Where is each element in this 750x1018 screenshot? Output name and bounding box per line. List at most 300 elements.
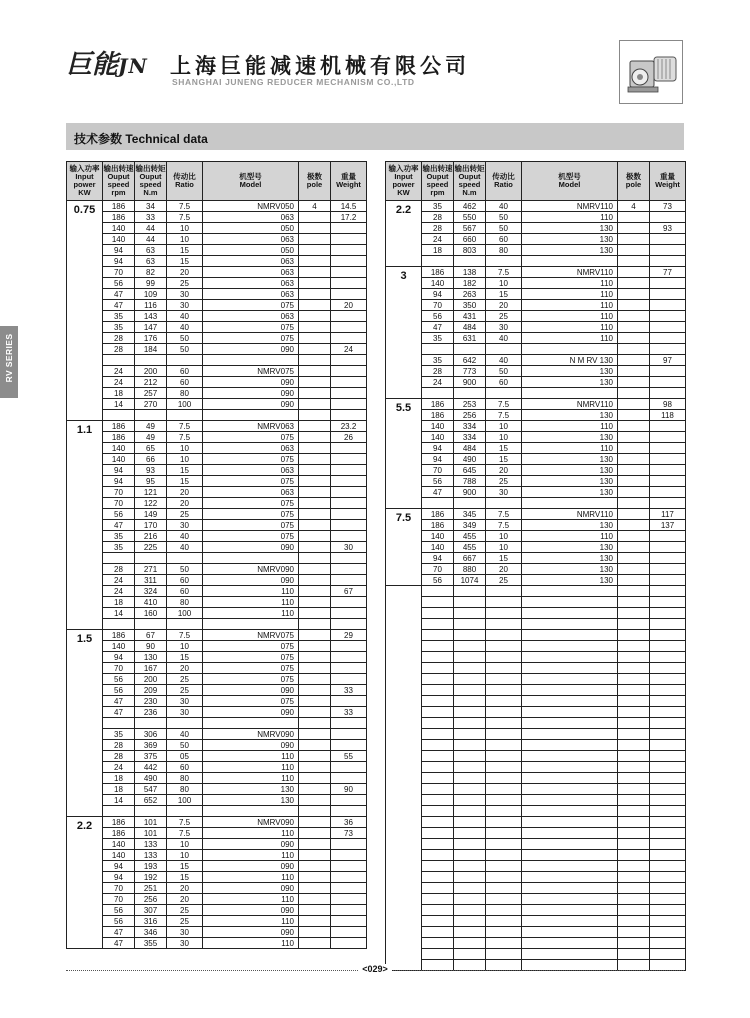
- col-pole-cell: [618, 212, 650, 223]
- col-torque-cell: 788: [454, 476, 486, 487]
- col-speed-cell: 35: [103, 311, 135, 322]
- col-ratio-cell: 40: [167, 531, 203, 542]
- col-model-cell: 090: [203, 344, 299, 355]
- col-ratio-cell: 25: [486, 575, 522, 586]
- col-model-cell: [522, 949, 618, 960]
- col-speed-cell: 94: [103, 465, 135, 476]
- col-pole-cell: [618, 410, 650, 421]
- col-torque-cell: 33: [135, 212, 167, 223]
- col-weight-cell: [331, 894, 367, 905]
- col-torque-cell: [454, 674, 486, 685]
- col-speed-cell: [422, 344, 454, 355]
- col-weight-cell: [650, 850, 686, 861]
- col-pole-header: 极数 pole: [299, 162, 331, 201]
- col-torque-cell: 256: [135, 894, 167, 905]
- col-torque-cell: 900: [454, 487, 486, 498]
- col-pole-cell: [299, 531, 331, 542]
- col-torque-cell: [454, 641, 486, 652]
- col-pole-cell: [618, 861, 650, 872]
- col-weight-cell: 26: [331, 432, 367, 443]
- col-model-cell: NMRV090: [203, 817, 299, 828]
- col-torque-cell: 193: [135, 861, 167, 872]
- col-speed-cell: 186: [103, 630, 135, 641]
- col-torque-cell: 109: [135, 289, 167, 300]
- table-row: [386, 883, 686, 894]
- col-pole-cell: [618, 267, 650, 278]
- table-row: [386, 267, 686, 278]
- col-speed-cell: 70: [103, 663, 135, 674]
- col-pole-cell: [299, 762, 331, 773]
- col-speed-cell: [103, 553, 135, 564]
- col-model-cell: [522, 630, 618, 641]
- col-ratio-cell: [486, 718, 522, 729]
- col-torque-cell: [454, 586, 486, 597]
- col-weight-cell: [650, 278, 686, 289]
- col-model-cell: [522, 773, 618, 784]
- col-pole-cell: [618, 641, 650, 652]
- col-speed-cell: 56: [103, 509, 135, 520]
- col-weight-cell: [331, 454, 367, 465]
- table-row: [386, 729, 686, 740]
- col-torque-cell: 667: [454, 553, 486, 564]
- col-ratio-cell: [486, 850, 522, 861]
- col-ratio-cell: 25: [486, 311, 522, 322]
- table-row: [67, 553, 367, 564]
- col-weight-cell: [650, 575, 686, 586]
- col-torque-cell: 182: [454, 278, 486, 289]
- col-pole-cell: [299, 289, 331, 300]
- table-row: [386, 586, 686, 597]
- col-speed-cell: 47: [103, 300, 135, 311]
- col-pole-cell: [618, 245, 650, 256]
- col-model-cell: 110: [522, 443, 618, 454]
- company-name-en: SHANGHAI JUNENG REDUCER MECHANISM CO.,LTD: [172, 77, 415, 87]
- col-torque-cell: [454, 652, 486, 663]
- col-pole-cell: [618, 564, 650, 575]
- col-speed-cell: 18: [103, 773, 135, 784]
- col-model-cell: 090: [203, 861, 299, 872]
- col-torque-cell: 122: [135, 498, 167, 509]
- col-torque-cell: 369: [135, 740, 167, 751]
- col-ratio-cell: 40: [486, 201, 522, 212]
- col-ratio-cell: 10: [167, 223, 203, 234]
- motor-reducer-icon: [619, 40, 683, 104]
- col-model-cell: 130: [522, 542, 618, 553]
- col-weight-cell: [650, 586, 686, 597]
- table-row: [386, 839, 686, 850]
- col-ratio-cell: 50: [167, 344, 203, 355]
- col-weight-cell: [331, 333, 367, 344]
- col-model-cell: [522, 344, 618, 355]
- col-pole-cell: [618, 344, 650, 355]
- col-pole-cell: [618, 839, 650, 850]
- col-model-cell: 130: [522, 520, 618, 531]
- col-pole-cell: [618, 696, 650, 707]
- col-speed-cell: 47: [103, 696, 135, 707]
- col-speed-cell: 14: [103, 399, 135, 410]
- power-cell: 5.5: [386, 399, 422, 509]
- table-row: [67, 245, 367, 256]
- table-row: [67, 498, 367, 509]
- col-speed-cell: [422, 872, 454, 883]
- col-model-cell: [203, 718, 299, 729]
- col-speed-cell: 94: [422, 454, 454, 465]
- table-row: [67, 806, 367, 817]
- col-torque-cell: [454, 344, 486, 355]
- col-model-cell: 110: [203, 597, 299, 608]
- col-model-cell: [522, 652, 618, 663]
- col-weight-cell: [331, 883, 367, 894]
- col-speed-cell: 28: [103, 344, 135, 355]
- col-pole-cell: [618, 608, 650, 619]
- col-model-cell: 110: [522, 278, 618, 289]
- col-model-cell: 050: [203, 245, 299, 256]
- col-weight-cell: 77: [650, 267, 686, 278]
- col-torque-cell: [454, 861, 486, 872]
- col-pole-cell: [299, 256, 331, 267]
- col-speed-cell: 186: [422, 509, 454, 520]
- table-row: [386, 366, 686, 377]
- col-model-cell: 075: [203, 432, 299, 443]
- col-weight-header: 重量 Weight: [331, 162, 367, 201]
- col-weight-cell: 67: [331, 586, 367, 597]
- col-speed-cell: [422, 762, 454, 773]
- col-ratio-cell: 20: [167, 498, 203, 509]
- col-weight-cell: [650, 542, 686, 553]
- col-pole-cell: [299, 410, 331, 421]
- col-pole-cell: [299, 883, 331, 894]
- col-weight-cell: [650, 333, 686, 344]
- col-weight-cell: [331, 773, 367, 784]
- col-pole-cell: [299, 608, 331, 619]
- table-row: [386, 443, 686, 454]
- col-pole-cell: [618, 949, 650, 960]
- col-pole-cell: [618, 300, 650, 311]
- col-model-cell: [522, 498, 618, 509]
- col-speed-cell: 94: [103, 872, 135, 883]
- col-model-cell: 075: [203, 300, 299, 311]
- col-weight-cell: [331, 377, 367, 388]
- col-weight-cell: 17.2: [331, 212, 367, 223]
- col-pole-cell: [299, 872, 331, 883]
- col-pole-cell: [618, 399, 650, 410]
- col-speed-cell: 28: [103, 333, 135, 344]
- col-model-cell: 075: [203, 531, 299, 542]
- table-row: [386, 927, 686, 938]
- col-model-cell: [522, 861, 618, 872]
- col-model-cell: 130: [203, 784, 299, 795]
- col-model-cell: 130: [522, 476, 618, 487]
- col-pole-cell: [299, 267, 331, 278]
- table-row: [386, 828, 686, 839]
- col-torque-cell: 133: [135, 839, 167, 850]
- col-weight-cell: 73: [650, 201, 686, 212]
- col-speed-cell: 18: [103, 388, 135, 399]
- col-ratio-cell: 30: [486, 322, 522, 333]
- col-torque-cell: 192: [135, 872, 167, 883]
- col-model-cell: 063: [203, 289, 299, 300]
- col-weight-cell: [650, 663, 686, 674]
- col-pole-cell: [618, 817, 650, 828]
- table-row: [67, 927, 367, 938]
- col-ratio-cell: 7.5: [167, 817, 203, 828]
- table-row: [67, 905, 367, 916]
- col-torque-cell: [454, 839, 486, 850]
- col-weight-cell: [650, 487, 686, 498]
- col-weight-cell: [331, 553, 367, 564]
- col-model-cell: 130: [522, 553, 618, 564]
- col-pole-cell: [618, 509, 650, 520]
- table-row: [386, 872, 686, 883]
- col-speed-cell: 70: [422, 564, 454, 575]
- col-ratio-cell: 15: [167, 652, 203, 663]
- col-speed-cell: 24: [422, 234, 454, 245]
- col-ratio-cell: 15: [486, 553, 522, 564]
- col-model-cell: [522, 795, 618, 806]
- col-ratio-cell: 7.5: [486, 410, 522, 421]
- col-weight-cell: [331, 234, 367, 245]
- col-torque-cell: 257: [135, 388, 167, 399]
- col-model-cell: [522, 905, 618, 916]
- col-pole-cell: [618, 520, 650, 531]
- col-pole-cell: [299, 366, 331, 377]
- col-torque-cell: 316: [135, 916, 167, 927]
- col-speed-cell: [422, 773, 454, 784]
- col-ratio-cell: 50: [486, 366, 522, 377]
- table-row: [386, 674, 686, 685]
- col-speed-cell: 47: [422, 322, 454, 333]
- col-speed-cell: [422, 608, 454, 619]
- col-weight-cell: [650, 916, 686, 927]
- col-weight-cell: [331, 839, 367, 850]
- col-model-cell: 090: [203, 905, 299, 916]
- col-ratio-cell: [486, 663, 522, 674]
- col-pole-cell: [299, 894, 331, 905]
- table-row: [67, 223, 367, 234]
- col-weight-cell: [331, 938, 367, 949]
- col-torque-cell: [454, 498, 486, 509]
- col-pole-cell: [618, 476, 650, 487]
- col-speed-cell: 24: [103, 377, 135, 388]
- col-model-cell: 090: [203, 575, 299, 586]
- col-weight-cell: [650, 751, 686, 762]
- col-pole-cell: [618, 542, 650, 553]
- col-speed-cell: [103, 355, 135, 366]
- col-torque-cell: [454, 905, 486, 916]
- col-weight-cell: [650, 685, 686, 696]
- col-ratio-cell: 20: [486, 564, 522, 575]
- table-row: [67, 212, 367, 223]
- col-ratio-cell: 60: [486, 377, 522, 388]
- col-ratio-cell: [486, 685, 522, 696]
- table-row: [386, 432, 686, 443]
- col-weight-cell: [650, 476, 686, 487]
- table-row: [386, 410, 686, 421]
- col-ratio-cell: 10: [167, 839, 203, 850]
- col-weight-cell: [331, 872, 367, 883]
- table-row: [386, 421, 686, 432]
- col-model-cell: 110: [203, 751, 299, 762]
- col-model-cell: [522, 619, 618, 630]
- col-speed-cell: 94: [422, 443, 454, 454]
- col-model-cell: NMRV110: [522, 267, 618, 278]
- col-speed-cell: 35: [103, 531, 135, 542]
- col-weight-cell: [331, 223, 367, 234]
- col-ratio-cell: 30: [167, 696, 203, 707]
- col-model-cell: 075: [203, 652, 299, 663]
- col-model-cell: [203, 806, 299, 817]
- col-weight-cell: [331, 465, 367, 476]
- table-row: [67, 696, 367, 707]
- col-weight-cell: [650, 927, 686, 938]
- col-pole-cell: [299, 212, 331, 223]
- col-speed-cell: [422, 795, 454, 806]
- col-torque-cell: 225: [135, 542, 167, 553]
- col-model-cell: 075: [203, 509, 299, 520]
- col-ratio-cell: [167, 718, 203, 729]
- col-ratio-cell: [486, 839, 522, 850]
- col-weight-cell: 20: [331, 300, 367, 311]
- col-torque-cell: 645: [454, 465, 486, 476]
- col-ratio-cell: 10: [486, 531, 522, 542]
- col-model-cell: 130: [522, 234, 618, 245]
- col-model-cell: 110: [522, 322, 618, 333]
- table-row: [386, 751, 686, 762]
- power-cell: 1.1: [67, 421, 103, 630]
- col-model-cell: 063: [203, 267, 299, 278]
- power-cell: 3: [386, 267, 422, 399]
- col-weight-cell: [650, 762, 686, 773]
- col-speed-cell: 94: [103, 652, 135, 663]
- col-torque-cell: [454, 773, 486, 784]
- col-torque-header: 输出转矩 Ouput speed N.m: [135, 162, 167, 201]
- col-weight-cell: [650, 311, 686, 322]
- table-row: [67, 377, 367, 388]
- col-ratio-cell: 30: [167, 927, 203, 938]
- col-weight-cell: [331, 311, 367, 322]
- col-weight-cell: [331, 564, 367, 575]
- col-pole-cell: [618, 531, 650, 542]
- table-row: [67, 344, 367, 355]
- col-pole-cell: [299, 806, 331, 817]
- col-speed-cell: 56: [422, 311, 454, 322]
- col-speed-cell: 35: [103, 322, 135, 333]
- col-weight-cell: [331, 905, 367, 916]
- col-speed-cell: [422, 949, 454, 960]
- col-torque-cell: 143: [135, 311, 167, 322]
- col-ratio-cell: 25: [167, 916, 203, 927]
- col-pole-cell: [299, 905, 331, 916]
- col-model-cell: N M RV 130: [522, 355, 618, 366]
- col-pole-cell: [299, 641, 331, 652]
- col-speed-cell: [422, 707, 454, 718]
- table-row: [67, 311, 367, 322]
- col-ratio-cell: [486, 806, 522, 817]
- table-row: [386, 817, 686, 828]
- col-ratio-cell: 60: [486, 234, 522, 245]
- col-torque-cell: 773: [454, 366, 486, 377]
- col-ratio-cell: [486, 894, 522, 905]
- table-row: [386, 696, 686, 707]
- col-weight-cell: [650, 366, 686, 377]
- col-pole-cell: [618, 223, 650, 234]
- col-speed-cell: 24: [422, 377, 454, 388]
- col-model-cell: NMRV075: [203, 630, 299, 641]
- col-weight-cell: 73: [331, 828, 367, 839]
- col-model-cell: [203, 619, 299, 630]
- col-torque-cell: 567: [454, 223, 486, 234]
- table-row: [67, 751, 367, 762]
- col-ratio-cell: [486, 630, 522, 641]
- col-model-cell: 130: [522, 487, 618, 498]
- col-weight-cell: [650, 531, 686, 542]
- col-speed-cell: 140: [422, 542, 454, 553]
- col-pole-cell: [299, 322, 331, 333]
- col-pole-cell: [618, 806, 650, 817]
- col-pole-cell: [299, 388, 331, 399]
- col-weight-cell: [331, 718, 367, 729]
- col-pole-cell: [299, 729, 331, 740]
- col-torque-cell: [135, 806, 167, 817]
- col-ratio-cell: 60: [167, 575, 203, 586]
- col-model-cell: [522, 817, 618, 828]
- col-model-cell: NMRV050: [203, 201, 299, 212]
- col-pole-cell: [618, 828, 650, 839]
- col-weight-cell: [331, 762, 367, 773]
- table-row: [67, 729, 367, 740]
- col-speed-cell: 186: [103, 432, 135, 443]
- col-pole-header: 极数 pole: [618, 162, 650, 201]
- col-weight-cell: [650, 630, 686, 641]
- col-pole-cell: [299, 454, 331, 465]
- col-speed-cell: [422, 861, 454, 872]
- table-row: [67, 762, 367, 773]
- col-weight-cell: [331, 729, 367, 740]
- col-ratio-cell: [486, 586, 522, 597]
- col-model-cell: 050: [203, 223, 299, 234]
- col-torque-cell: [454, 388, 486, 399]
- col-weight-cell: [331, 663, 367, 674]
- col-torque-cell: 462: [454, 201, 486, 212]
- col-model-cell: 090: [203, 707, 299, 718]
- col-speed-cell: [422, 586, 454, 597]
- company-logo: [66, 40, 162, 88]
- col-ratio-cell: 20: [167, 883, 203, 894]
- col-torque-cell: 270: [135, 399, 167, 410]
- col-ratio-cell: 60: [167, 762, 203, 773]
- col-ratio-cell: 10: [486, 421, 522, 432]
- table-row: [386, 388, 686, 399]
- col-power-header: 输入功率 Input power KW: [386, 162, 422, 201]
- col-pole-cell: [618, 597, 650, 608]
- col-weight-cell: [650, 740, 686, 751]
- col-torque-cell: 212: [135, 377, 167, 388]
- col-model-cell: [203, 410, 299, 421]
- table-row: [386, 311, 686, 322]
- col-torque-cell: [454, 850, 486, 861]
- col-model-header: 机型号 Model: [203, 162, 299, 201]
- col-weight-cell: [331, 861, 367, 872]
- table-row: [386, 465, 686, 476]
- col-model-cell: [522, 828, 618, 839]
- col-speed-cell: [422, 916, 454, 927]
- col-speed-cell: 28: [103, 751, 135, 762]
- table-row: [67, 619, 367, 630]
- col-model-cell: 063: [203, 278, 299, 289]
- col-model-cell: 130: [522, 377, 618, 388]
- logo-text: JN: [118, 54, 148, 78]
- col-ratio-cell: 20: [167, 487, 203, 498]
